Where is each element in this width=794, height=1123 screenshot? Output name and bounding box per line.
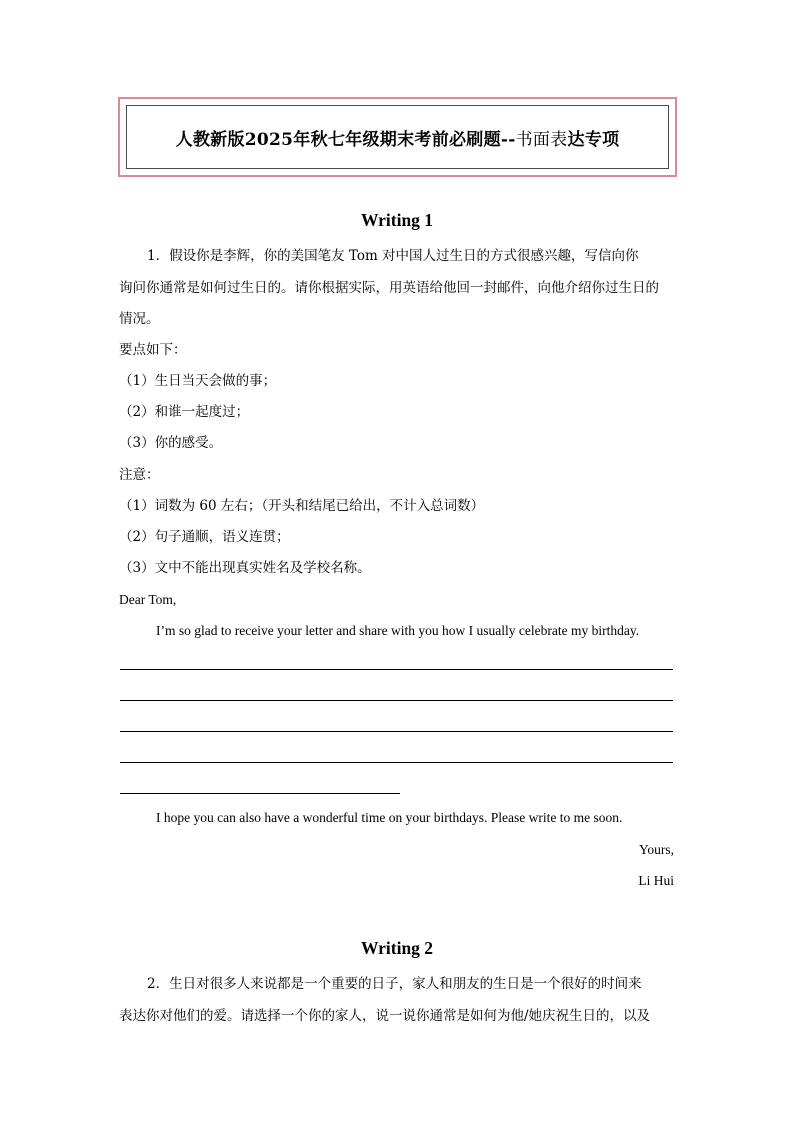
title-inner-frame: [126, 105, 669, 169]
note-3: （3）文中不能出现真实姓名及学校名称。: [119, 560, 371, 576]
writing2-heading: Writing 2: [360, 938, 434, 958]
salutation: Dear Tom,: [119, 592, 177, 607]
title-box: [118, 97, 677, 177]
writing1-prompt-line2: 询问你通常是如何过生日的。请你根据实际，用英语给他回一封邮件，向他介绍你过生日的: [119, 280, 659, 296]
letter-closing: I hope you can also have a wonderful time on your birthdays. Please write to me soon.: [156, 810, 623, 825]
note-2: （2）句子通顺，语义连贯；: [119, 529, 290, 545]
document-title: [176, 125, 620, 150]
point-2: （2）和谁一起度过；: [119, 404, 250, 420]
writing2-prompt-line2: 表达你对他们的爱。请选择一个你的家人，说一说你通常是如何为他/她庆祝生日的，以及: [119, 1008, 651, 1024]
point-1: （1）生日当天会做的事；: [119, 373, 277, 389]
letter-opening: I’m so glad to receive your letter and share with you how I usually celebrate my birthday.: [156, 623, 640, 638]
notes-label: 注意：: [119, 467, 160, 483]
answer-line-3: [120, 731, 673, 732]
points-label: 要点如下：: [119, 342, 187, 358]
answer-line-5: [120, 793, 400, 794]
writing1-heading: Writing 1: [360, 210, 434, 230]
writing1-prompt-line3: 情况。: [119, 311, 160, 327]
answer-line-4: [120, 762, 673, 763]
letter-signoff: Yours,: [638, 842, 674, 857]
note-1: （1）词数为 60 左右；（开头和结尾已给出，不计入总词数）: [119, 498, 485, 514]
writing2-prompt-line1: 2．生日对很多人来说都是一个重要的日子，家人和朋友的生日是一个很好的时间来: [147, 976, 642, 992]
answer-line-1: [120, 669, 673, 670]
answer-line-2: [120, 700, 673, 701]
writing1-prompt-line1: 1．假设你是李辉，你的美国笔友 Tom 对中国人过生日的方式很感兴趣，写信向你: [147, 248, 639, 264]
point-3: （3）你的感受。: [119, 435, 223, 451]
title-tail: 达专项: [567, 129, 620, 150]
title-light: 书面表: [515, 129, 568, 150]
title-main: 人教新版2025年秋七年级期末考前必刷题--: [175, 129, 516, 150]
letter-signature: Li Hui: [638, 873, 674, 888]
